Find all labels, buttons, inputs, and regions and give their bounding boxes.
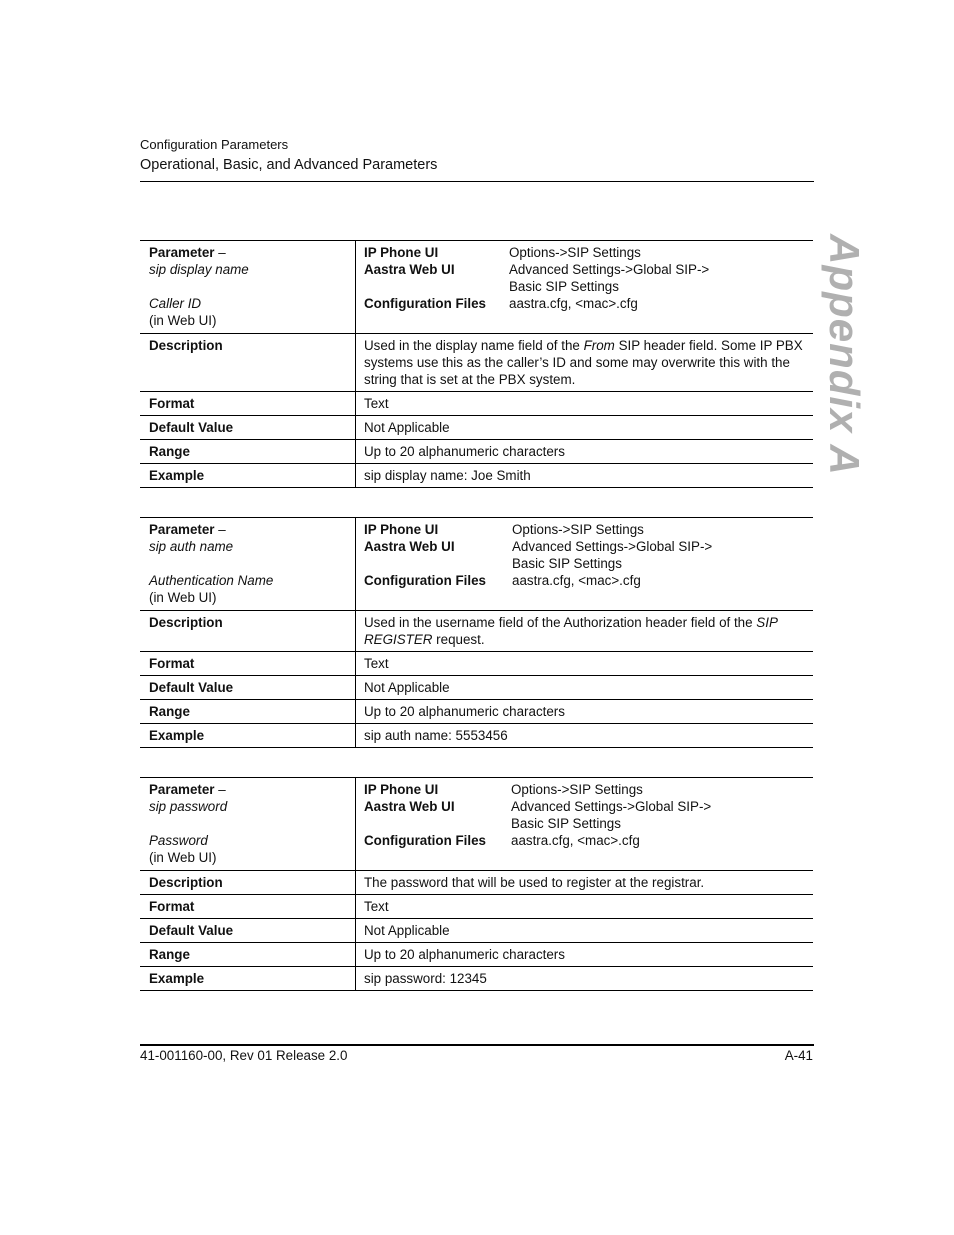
aastra-web-ui-value: Advanced Settings->Global SIP-> xyxy=(512,539,713,554)
format-label: Format xyxy=(140,895,356,919)
table-row xyxy=(140,652,813,676)
table-row xyxy=(140,778,813,871)
ip-phone-ui-value: Options->SIP Settings xyxy=(509,245,641,260)
running-header-section: Operational, Basic, and Advanced Parameters xyxy=(140,157,438,173)
parameter-web-name: Authentication Name xyxy=(149,573,274,588)
ip-phone-ui-label: IP Phone UI xyxy=(364,782,439,797)
param-table-sip-auth-name xyxy=(140,517,813,748)
parameter-cell xyxy=(140,778,356,871)
range-label: Range xyxy=(140,440,356,464)
sources-cell xyxy=(356,778,814,871)
example-value: sip password: 12345 xyxy=(364,971,487,986)
table-row xyxy=(140,440,813,464)
aastra-web-ui-value-cont: Basic SIP Settings xyxy=(512,556,622,571)
parameter-label: Parameter xyxy=(149,245,215,260)
appendix-side-tab-label: Appendix A xyxy=(821,234,868,476)
description-value: Used in the username field of the Authorization header field of the SIP REGISTER request. xyxy=(364,615,778,647)
range-value: Up to 20 alphanumeric characters xyxy=(364,444,565,459)
in-web-ui-note: (in Web UI) xyxy=(149,590,217,605)
configuration-files-label: Configuration Files xyxy=(364,296,486,311)
format-value: Text xyxy=(364,656,389,671)
aastra-web-ui-value: Advanced Settings->Global SIP-> xyxy=(511,799,712,814)
table-row xyxy=(140,416,813,440)
parameter-label: Parameter xyxy=(149,782,215,797)
range-label: Range xyxy=(140,700,356,724)
parameter-name: sip auth name xyxy=(149,539,234,554)
ip-phone-ui-label: IP Phone UI xyxy=(364,245,439,260)
footer-document-id: 41-001160-00, Rev 01 Release 2.0 xyxy=(140,1048,348,1063)
range-value: Up to 20 alphanumeric characters xyxy=(364,947,565,962)
range-label: Range xyxy=(140,943,356,967)
configuration-files-value: aastra.cfg, <mac>.cfg xyxy=(512,573,641,588)
format-label: Format xyxy=(140,652,356,676)
format-label: Format xyxy=(140,392,356,416)
default-value-label: Default Value xyxy=(140,416,356,440)
example-value: sip auth name: 5553456 xyxy=(364,728,508,743)
table-row xyxy=(140,871,813,895)
aastra-web-ui-label: Aastra Web UI xyxy=(364,539,455,554)
default-value-value: Not Applicable xyxy=(364,420,450,435)
range-value: Up to 20 alphanumeric characters xyxy=(364,704,565,719)
table-row xyxy=(140,392,813,416)
configuration-files-label: Configuration Files xyxy=(364,573,486,588)
table-row xyxy=(140,967,813,991)
example-label: Example xyxy=(140,967,356,991)
appendix-side-tab xyxy=(821,234,868,476)
in-web-ui-note: (in Web UI) xyxy=(149,313,217,328)
default-value-value: Not Applicable xyxy=(364,680,450,695)
default-value-label: Default Value xyxy=(140,676,356,700)
description-label: Description xyxy=(140,611,356,652)
table-row xyxy=(140,334,813,392)
table-row xyxy=(140,241,813,334)
aastra-web-ui-value-cont: Basic SIP Settings xyxy=(511,816,621,831)
aastra-web-ui-value: Advanced Settings->Global SIP-> xyxy=(509,262,710,277)
parameter-web-name: Caller ID xyxy=(149,296,202,311)
description-label: Description xyxy=(140,334,356,392)
table-row xyxy=(140,919,813,943)
parameter-dash: – xyxy=(214,245,226,260)
sources-cell xyxy=(356,518,814,611)
default-value-label: Default Value xyxy=(140,919,356,943)
configuration-files-value: aastra.cfg, <mac>.cfg xyxy=(511,833,640,848)
table-row xyxy=(140,895,813,919)
configuration-files-label: Configuration Files xyxy=(364,833,486,848)
aastra-web-ui-label: Aastra Web UI xyxy=(364,799,455,814)
ip-phone-ui-label: IP Phone UI xyxy=(364,522,439,537)
ip-phone-ui-value: Options->SIP Settings xyxy=(512,522,644,537)
description-label: Description xyxy=(140,871,356,895)
table-row xyxy=(140,676,813,700)
table-row xyxy=(140,464,813,488)
footer-rule xyxy=(140,1044,814,1046)
param-table-sip-password xyxy=(140,777,813,991)
configuration-files-value: aastra.cfg, <mac>.cfg xyxy=(509,296,638,311)
in-web-ui-note: (in Web UI) xyxy=(149,850,217,865)
example-label: Example xyxy=(140,464,356,488)
aastra-web-ui-value-cont: Basic SIP Settings xyxy=(509,279,619,294)
param-table-sip-display-name xyxy=(140,240,813,488)
parameter-dash: – xyxy=(214,522,226,537)
header-rule xyxy=(140,181,814,182)
default-value-value: Not Applicable xyxy=(364,923,450,938)
table-row xyxy=(140,611,813,652)
ip-phone-ui-value: Options->SIP Settings xyxy=(511,782,643,797)
format-value: Text xyxy=(364,396,389,411)
parameter-label: Parameter xyxy=(149,522,215,537)
example-label: Example xyxy=(140,724,356,748)
parameter-web-name: Password xyxy=(149,833,208,848)
parameter-name: sip display name xyxy=(149,262,249,277)
aastra-web-ui-label: Aastra Web UI xyxy=(364,262,455,277)
table-row xyxy=(140,943,813,967)
parameter-name: sip password xyxy=(149,799,228,814)
format-value: Text xyxy=(364,899,389,914)
sources-cell xyxy=(356,241,814,334)
table-row xyxy=(140,518,813,611)
running-header-chapter: Configuration Parameters xyxy=(140,137,289,152)
footer-page-number: A-41 xyxy=(784,1048,813,1063)
description-value: The password that will be used to register at the registrar. xyxy=(364,875,705,890)
table-row xyxy=(140,700,813,724)
parameter-cell xyxy=(140,518,356,611)
description-value: Used in the display name field of the From SIP header field. Some IP PBX systems use this as the caller’s ID and some may overwrite this with the string that is set at the PBX system. xyxy=(364,338,803,387)
parameter-cell xyxy=(140,241,356,334)
table-row xyxy=(140,724,813,748)
example-value: sip display name: Joe Smith xyxy=(364,468,531,483)
parameter-dash: – xyxy=(214,782,226,797)
